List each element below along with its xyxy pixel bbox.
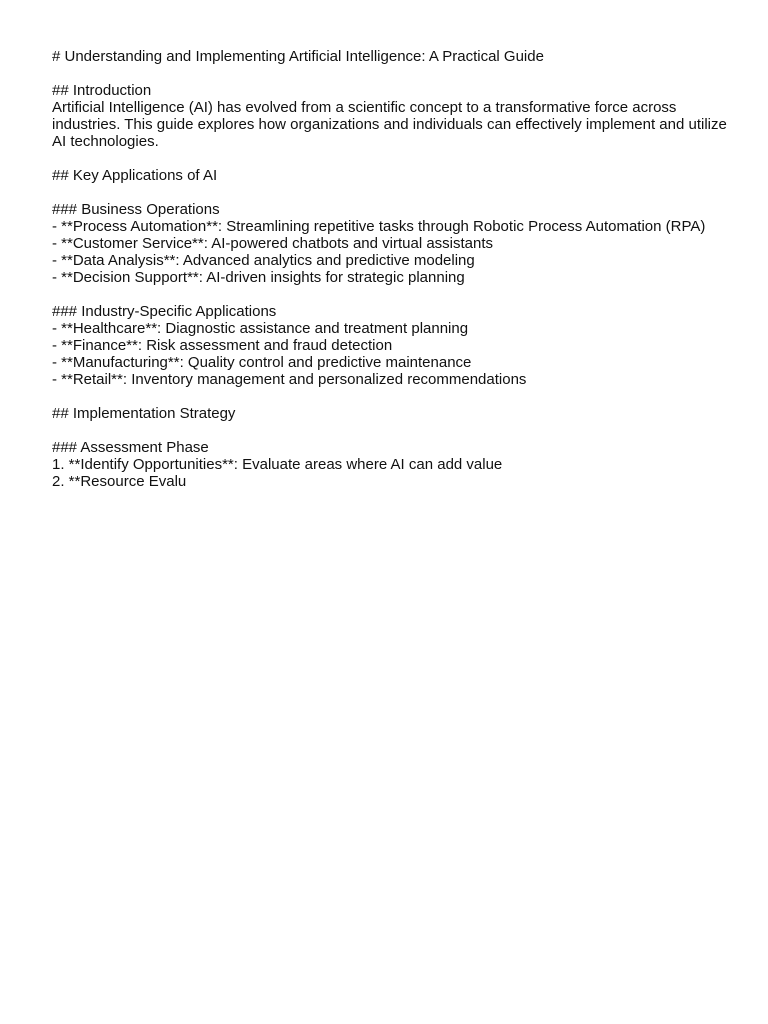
blank-line: [52, 184, 732, 201]
intro-heading: ## Introduction: [52, 82, 152, 99]
list-item: - **Retail**: Inventory management and personalized recommendations: [52, 371, 527, 388]
list-item: - **Decision Support**: AI-driven insights for strategic planning: [52, 269, 465, 286]
list-item: - **Manufacturing**: Quality control and predictive maintenance: [52, 354, 472, 371]
list-item: - **Healthcare**: Diagnostic assistance and treatment planning: [52, 320, 469, 337]
list-item: - **Process Automation**: Streamlining repetitive tasks through Robotic Process Automation (RPA): [52, 218, 706, 235]
blank-line: [52, 150, 732, 167]
document-page: [52, 48, 732, 490]
list-item: - **Finance**: Risk assessment and fraud detection: [52, 337, 393, 354]
implementation-strategy-heading: ## Implementation Strategy: [52, 405, 236, 422]
list-item: - **Customer Service**: AI-powered chatbots and virtual assistants: [52, 235, 494, 252]
blank-line: [52, 422, 732, 439]
document-title: # Understanding and Implementing Artificial Intelligence: A Practical Guide: [52, 48, 544, 65]
list-item: 2. **Resource Evalu: [52, 473, 187, 490]
blank-line: [52, 65, 732, 82]
industry-applications-heading: ### Industry-Specific Applications: [52, 303, 277, 320]
key-applications-heading: ## Key Applications of AI: [52, 167, 218, 184]
list-item: - **Data Analysis**: Advanced analytics and predictive modeling: [52, 252, 475, 269]
intro-paragraph: Artificial Intelligence (AI) has evolved from a scientific concept to a transformative force across industries. This guide explores how organizations and individuals can effectively implement and utilize AI technologies.: [52, 99, 731, 150]
blank-line: [52, 388, 732, 405]
blank-line: [52, 286, 732, 303]
assessment-phase-heading: ### Assessment Phase: [52, 439, 209, 456]
business-operations-heading: ### Business Operations: [52, 201, 220, 218]
list-item: 1. **Identify Opportunities**: Evaluate areas where AI can add value: [52, 456, 503, 473]
